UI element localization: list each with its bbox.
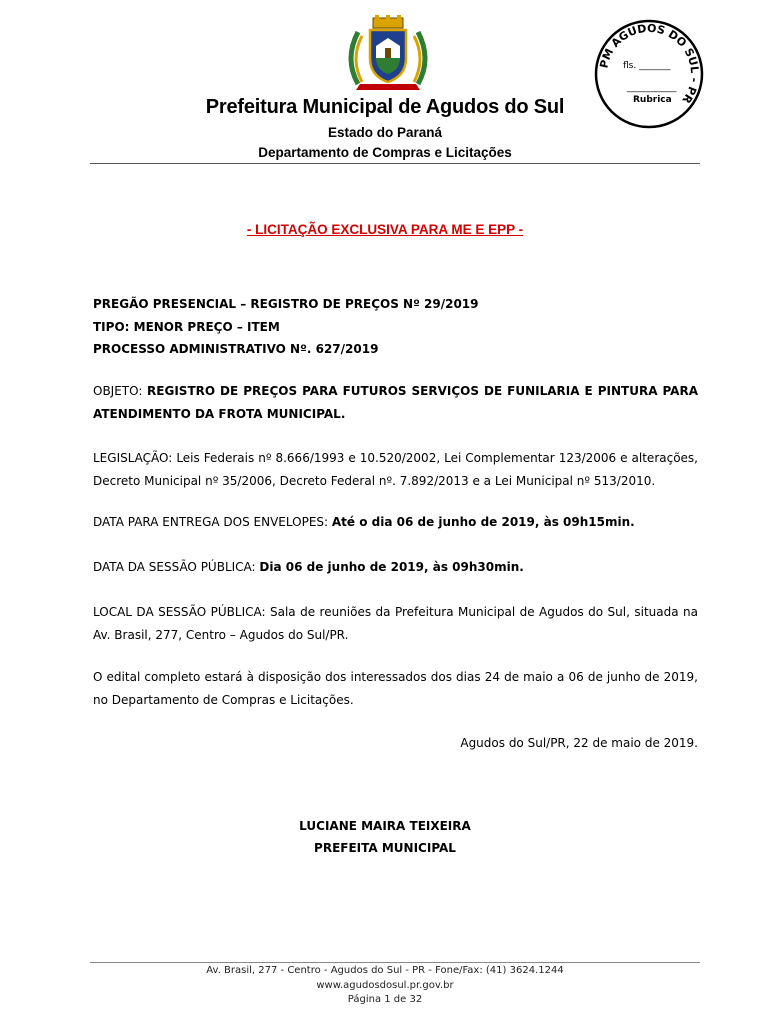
footer-website: www.agudosdosul.pr.gov.br	[316, 980, 454, 991]
stamp-rubrica: Rubrica	[633, 95, 672, 105]
edital-paragraph: O edital completo estará à disposição dos interessados dos dias 24 de maio a 06 de junho de 2019, no Departamento de Compras e Licitações.	[93, 670, 698, 707]
sessao-value: Dia 06 de junho de 2019, às 09h30min.	[259, 560, 524, 574]
header-divider	[90, 163, 700, 164]
page-title: Prefeitura Municipal de Agudos do Sul	[205, 96, 565, 118]
footer-divider	[90, 962, 700, 963]
sessao-label: DATA DA SESSÃO PÚBLICA:	[93, 560, 260, 574]
tipo-line: TIPO: MENOR PREÇO – ITEM	[93, 320, 280, 334]
processo-line: PROCESSO ADMINISTRATIVO Nº. 627/2019	[93, 342, 379, 356]
stamp-line: ___________	[627, 83, 677, 93]
signer-name: LUCIANE MAIRA TEIXEIRA	[299, 819, 471, 833]
objeto-label: OBJETO:	[93, 384, 148, 398]
stamp-fls: fls. _______	[623, 61, 671, 71]
footer-address: Av. Brasil, 277 - Centro - Agudos do Sul - PR - Fone/Fax: (41) 3624.1244	[206, 965, 564, 976]
objeto-paragraph	[93, 380, 698, 426]
legislacao-paragraph: LEGISLAÇÃO: Leis Federais nº 8.666/1993 e 10.520/2002, Lei Complementar 123/2006 e alterações, Decreto Municipal nº 35/2006, Decreto Federal nº. 7.892/2013 e a Lei Municipal nº 513/2010.	[93, 451, 698, 488]
entrega-value: Até o dia 06 de junho de 2019, às 09h15min.	[331, 515, 635, 529]
entrega-paragraph	[93, 511, 698, 534]
sessao-paragraph	[93, 556, 698, 579]
entrega-label: DATA PARA ENTREGA DOS ENVELOPES:	[93, 515, 332, 529]
local-paragraph: LOCAL DA SESSÃO PÚBLICA: Sala de reuniões da Prefeitura Municipal de Agudos do Sul, situada na Av. Brasil, 277, Centro – Agudos do Sul/PR.	[93, 605, 698, 642]
objeto-text: REGISTRO DE PREÇOS PARA FUTUROS SERVIÇOS DE FUNILARIA E PINTURA PARA ATENDIMENTO DA FROTA MUNICIPAL.	[93, 384, 698, 421]
stamp-ring-text: PM AGUDOS DO SUL - PR	[597, 21, 702, 106]
date-place: Agudos do Sul/PR, 22 de maio de 2019.	[460, 736, 698, 750]
footer-page-number: Página 1 de 32	[347, 994, 423, 1005]
coat-of-arms-logo	[340, 14, 436, 92]
department-subtitle: Departamento de Compras e Licitações	[258, 145, 512, 160]
pregao-line: PREGÃO PRESENCIAL – REGISTRO DE PREÇOS Nº 29/2019	[93, 297, 479, 311]
exclusive-notice: - LICITAÇÃO EXCLUSIVA PARA ME E EPP -	[246, 222, 524, 237]
signer-role: PREFEITA MUNICIPAL	[314, 841, 456, 855]
state-subtitle: Estado do Paraná	[327, 125, 443, 140]
